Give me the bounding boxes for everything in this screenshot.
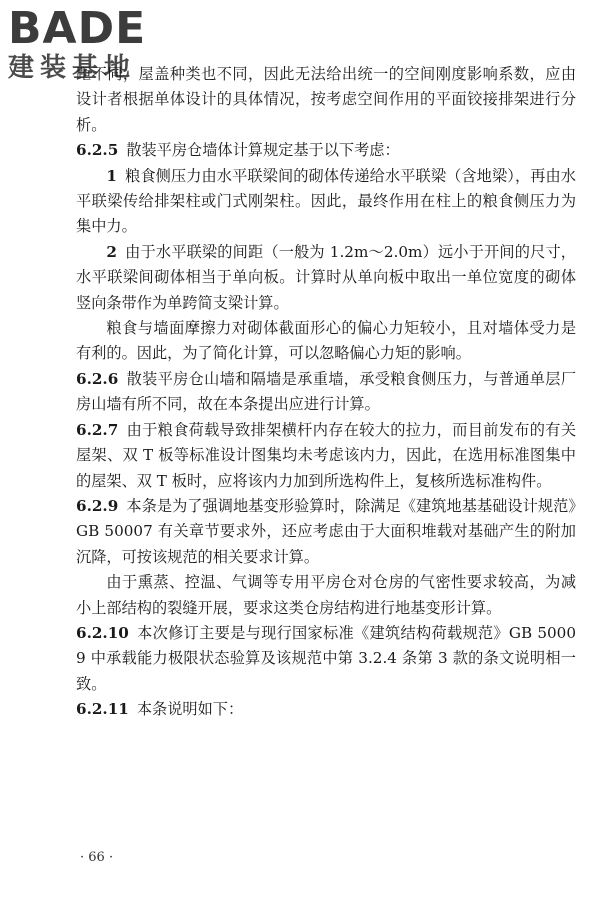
item-text: 粮食侧压力由水平联梁间的砌体传递给水平联梁（含地梁），再由水平联梁传给排架柱或门式刚架柱。因此，最终作用在柱上的粮食侧压力为集中力。 <box>76 166 576 236</box>
paragraph-indented <box>76 316 576 367</box>
section-6-2-11 <box>76 697 576 722</box>
item-number: 1 <box>106 166 117 185</box>
section-6-2-10 <box>76 621 576 697</box>
section-6-2-6 <box>76 367 576 418</box>
section-text: 散装平房仓山墙和隔墙是承重墙，承受粮食侧压力，与普通单层厂房山墙有所不同，故在本条提出应进行计算。 <box>76 369 576 414</box>
list-item-2 <box>76 240 576 316</box>
logo-subtitle: 建装基地 <box>8 53 137 83</box>
section-text: 本条是为了强调地基变形验算时，除满足《建筑地基基础设计规范》GB 50007 有关章节要求外，还应考虑由于大面积堆载对基础产生的附加沉降，可按该规范的相关要求计算。 <box>76 496 576 566</box>
section-number: 6.2.5 <box>76 141 119 160</box>
list-item-1 <box>76 164 576 240</box>
section-6-2-5 <box>76 138 576 163</box>
section-6-2-9 <box>76 494 576 570</box>
paragraph-indented <box>76 570 576 621</box>
paragraph-text: 距不同，屋盖种类也不同，因此无法给出统一的空间刚度影响系数，应由设计者根据单体设计的具体情况，按考虑空间作用的平面铰接排架进行分析。 <box>76 65 576 134</box>
paragraph-text: 粮食与墙面摩擦力对砌体截面形心的偏心力矩较小，且对墙体受力是有利的。因此，为了简化计算，可以忽略偏心力矩的影响。 <box>76 319 576 363</box>
section-text: 散装平房仓墙体计算规定基于以下考虑： <box>126 141 400 160</box>
section-6-2-7 <box>76 418 576 494</box>
section-number: 6.2.6 <box>76 369 119 388</box>
logo-wordmark: BADE <box>8 3 147 54</box>
page-number: · 66 · <box>80 850 114 865</box>
item-text: 由于水平联梁的间距（一般为 1.2m～2.0m）远小于开间的尺寸，水平联梁间砌体相当于单向板。计算时从单向板中取出一单位宽度的砌体竖向条带作为单跨简支梁计算。 <box>76 242 576 312</box>
section-number: 6.2.10 <box>76 623 129 642</box>
item-number: 2 <box>106 242 117 261</box>
page-body <box>76 62 576 723</box>
section-text: 由于粮食荷载导致排架横杆内存在较大的拉力，而目前发布的有关屋架、双 T 板等标准设计图集均未考虑该内力，因此，在选用标准图集中的屋架、双 T 板时，应将该内力加到所选构件上，复核所选标准构件。 <box>76 420 576 490</box>
section-text: 本次修订主要是与现行国家标准《建筑结构荷载规范》GB 50009 中承载能力极限状态验算及该规范中第 3.2.4 条第 3 款的条文说明相一致。 <box>76 623 576 693</box>
section-number: 6.2.11 <box>76 700 129 719</box>
section-text: 本条说明如下： <box>136 700 244 719</box>
section-number: 6.2.9 <box>76 496 119 515</box>
paragraph-continuation <box>76 62 576 138</box>
section-number: 6.2.7 <box>76 420 119 439</box>
paragraph-text: 由于熏蒸、控温、气调等专用平房仓对仓房的气密性要求较高，为减小上部结构的裂缝开展，要求这类仓房结构进行地基变形计算。 <box>76 573 576 617</box>
